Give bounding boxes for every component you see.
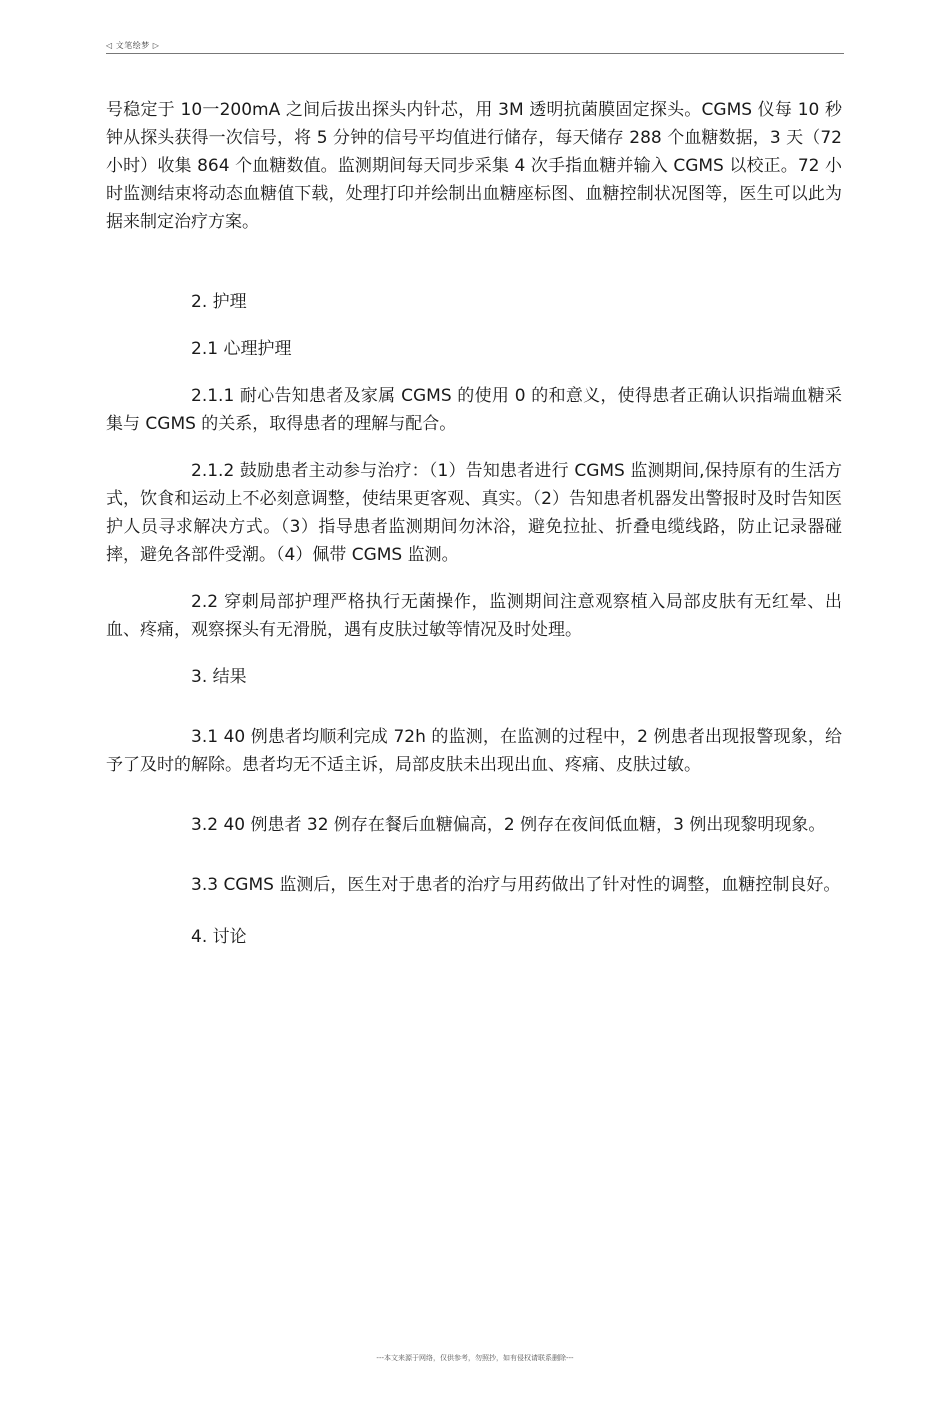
page-footer: ---本文来源于网络，仅供参考，勿照抄，如有侵权请联系删除---	[376, 1354, 574, 1362]
subsection-psych	[106, 335, 842, 363]
heading-nursing: 2. 护理	[191, 292, 247, 312]
section-nursing	[106, 288, 842, 316]
block-2-2	[106, 588, 842, 644]
paragraph-method: 号稳定于 10一200mA 之间后拔出探头内针芯，用 3M 透明抗菌膜固定探头。CGMS 仪每 10 秒钟从探头获得一次信号，将 5 分钟的信号平均值进行储存，每天储存 288 个血糖数据，3 天（72 小时）收集 864 个血糖数值。监测期间每天同步采集 4 次手指血糖并输入 CGMS 以校正。72 小时监测结束将动态血糖值下载，处理打印并绘制出血糖座标图、血糖控制状况图等，医生可以此为据来制定治疗方案。	[106, 100, 842, 232]
block-3-3	[106, 871, 842, 899]
paragraph-2-1-1: 2.1.1 耐心告知患者及家属 CGMS 的使用 0 的和意义，使得患者正确认识指端血糖采集与 CGMS 的关系，取得患者的理解与配合。	[106, 386, 842, 434]
header-text: ◁ 文笔绘梦 ▷	[106, 41, 160, 50]
paragraph-2-1-2: 2.1.2 鼓励患者主动参与治疗：（1）告知患者进行 CGMS 监测期间,保持原有的生活方式，饮食和运动上不必刻意调整，使结果更客观、真实。（2）告知患者机器发出警报时及时告知医护人员寻求解决方式。（3）指导患者监测期间勿沐浴，避免拉扯、折叠电缆线路，防止记录器碰摔，避免各部件受潮。（4）佩带 CGMS 监测。	[106, 461, 842, 565]
document-body	[106, 96, 842, 951]
section-results	[106, 663, 842, 691]
paragraph-3-2: 3.2 40 例患者 32 例存在餐后血糖偏高，2 例存在夜间低血糖，3 例出现黎明现象。	[191, 815, 826, 835]
heading-results: 3. 结果	[191, 667, 247, 687]
paragraph-3-3: 3.3 CGMS 监测后，医生对于患者的治疗与用药做出了针对性的调整，血糖控制良好。	[191, 875, 841, 895]
heading-discussion: 4. 讨论	[191, 927, 247, 947]
paragraph-2-2: 2.2 穿刺局部护理严格执行无菌操作，监测期间注意观察植入局部皮肤有无红晕、出血、疼痛，观察探头有无滑脱，遇有皮肤过敏等情况及时处理。	[106, 592, 842, 640]
heading-psych-care: 2.1 心理护理	[191, 339, 292, 359]
paragraph-3-1: 3.1 40 例患者均顺利完成 72h 的监测，在监测的过程中，2 例患者出现报警现象，给予了及时的解除。患者均无不适主诉，局部皮肤未出现出血、疼痛、皮肤过敏。	[106, 727, 842, 775]
section-discussion	[106, 923, 842, 951]
block-2-1-1	[106, 382, 842, 438]
block-3-1	[106, 723, 842, 779]
page-header	[106, 38, 844, 54]
header-rule	[106, 53, 844, 54]
block-2-1-2	[106, 457, 842, 569]
block-3-2	[106, 811, 842, 839]
